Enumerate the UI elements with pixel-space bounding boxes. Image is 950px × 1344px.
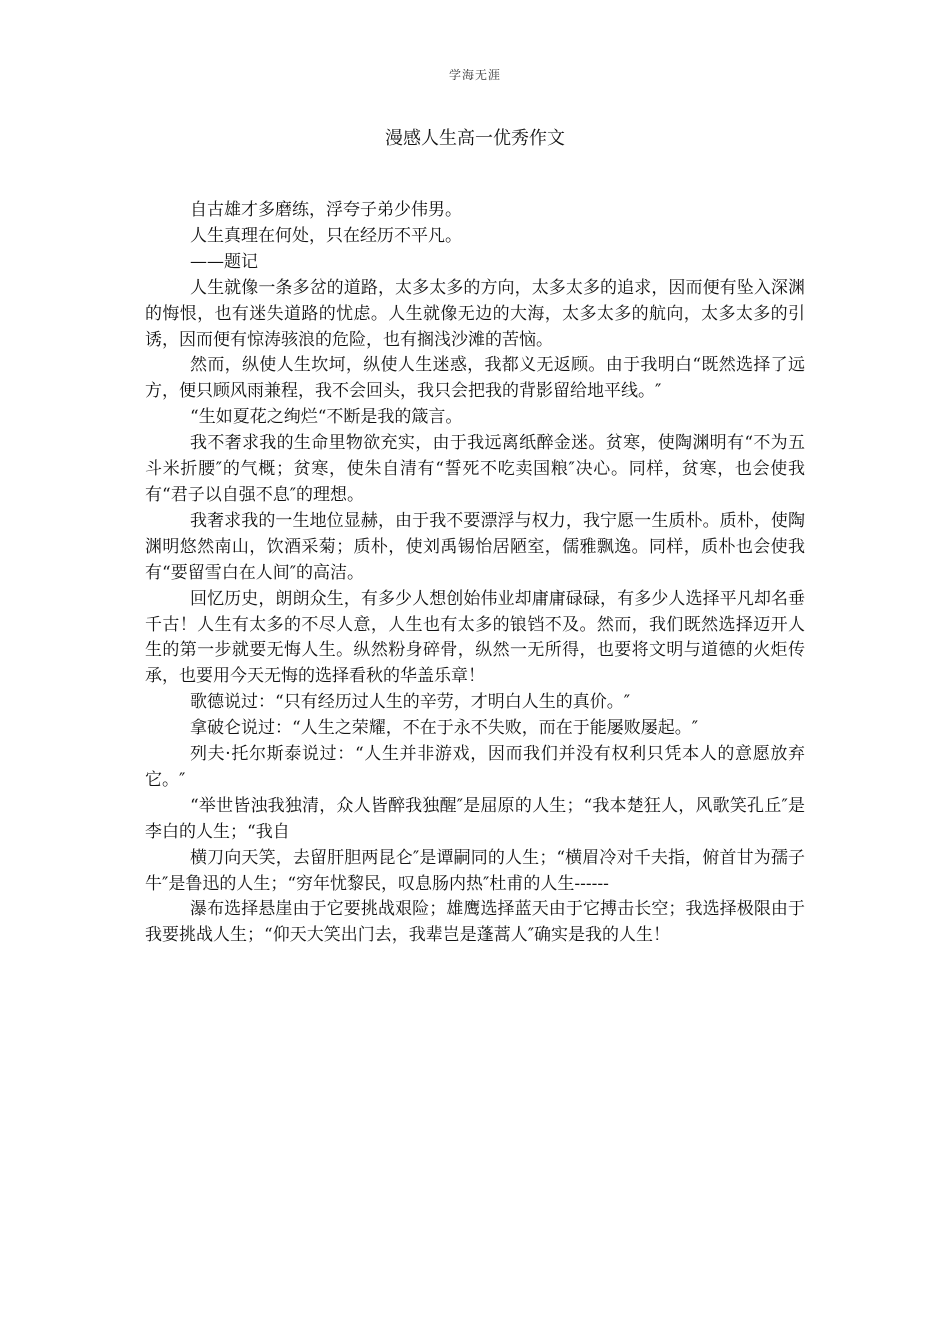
paragraph: 横刀向天笑，去留肝胆两昆仑″是谭嗣同的人生；“横眉冷对千夫指，俯首甘为孺子牛″是鲁迅的人生；“穷年忧黎民，叹息肠内热″杜甫的人生------ xyxy=(145,847,805,894)
document-title: 漫感人生高一优秀作文 xyxy=(385,128,565,149)
paragraph: “生如夏花之绚烂“不断是我的箴言。 xyxy=(190,407,463,428)
paragraph: 我奢求我的一生地位显赫，由于我不要漂浮与权力，我宁愿一生质朴。质朴，使陶渊明悠然南山，饮酒采菊；质朴，使刘禹锡怡居陋室，儒雅飘逸。同样，质朴也会使我有“要留雪白在人间″的高洁。 xyxy=(145,510,805,583)
page-header: 学海无涯 xyxy=(448,68,501,82)
paragraph: 人生真理在何处，只在经历不平凡。 xyxy=(190,225,462,246)
paragraph: 自古雄才多磨练，浮夸子弟少伟男。 xyxy=(190,200,462,220)
paragraph: 歌德说过：“只有经历过人生的辛劳，才明白人生的真价。″ xyxy=(190,692,631,713)
paragraph: 回忆历史，朗朗众生，有多少人想创始伟业却庸庸碌碌，有多少人选择平凡却名垂千古！人生有太多的不尽人意，人生也有太多的锒铛不及。然而，我们既然选择迈开人生的第一步就要无悔人生。纵然粉身碎骨，纵然一无所得，也要将文明与道德的火炬传承，也要用今天无悔的选择看秋的华盖乐章！ xyxy=(145,588,805,687)
paragraph: 然而，纵使人生坎坷，纵使人生迷惑，我都义无返顾。由于我明白“既然选择了远方，便只顾风雨兼程，我不会回头，我只会把我的背影留给地平线。″ xyxy=(145,355,805,402)
paragraph: 人生就像一条多岔的道路，太多太多的方向，太多太多的追求，因而便有坠入深渊的悔恨，也有迷失道路的忧虑。人生就像无边的大海，太多太多的航向，太多太多的引诱，因而便有惊涛骇浪的危险，也有搁浅沙滩的苦恼。 xyxy=(145,277,805,350)
paragraph: “举世皆浊我独清，众人皆醉我独醒″是屈原的人生；“我本楚狂人，风歌笑孔丘″是李白的人生；“我自 xyxy=(145,795,805,842)
paragraph: 拿破仑说过：“人生之荣耀，不在于永不失败，而在于能屡败屡起。″ xyxy=(190,718,699,739)
document-body xyxy=(145,198,805,949)
paragraph: ——题记 xyxy=(190,251,258,272)
paragraph: 我不奢求我的生命里物欲充实，由于我远离纸醉金迷。贫寒，使陶渊明有“不为五斗米折腰″的气概；贫寒，使朱自清有“誓死不吃卖国粮″决心。同样，贫寒，也会使我有“君子以自强不息″的理想。 xyxy=(145,433,805,505)
paragraph: 瀑布选择悬崖由于它要挑战艰险；雄鹰选择蓝天由于它搏击长空；我选择极限由于我要挑战人生；“仰天大笑出门去，我辈岂是蓬蒿人″确实是我的人生！ xyxy=(145,899,805,946)
paragraph: 列夫·托尔斯泰说过：“人生并非游戏，因而我们并没有权利只凭本人的意愿放弃它。″ xyxy=(145,744,805,790)
